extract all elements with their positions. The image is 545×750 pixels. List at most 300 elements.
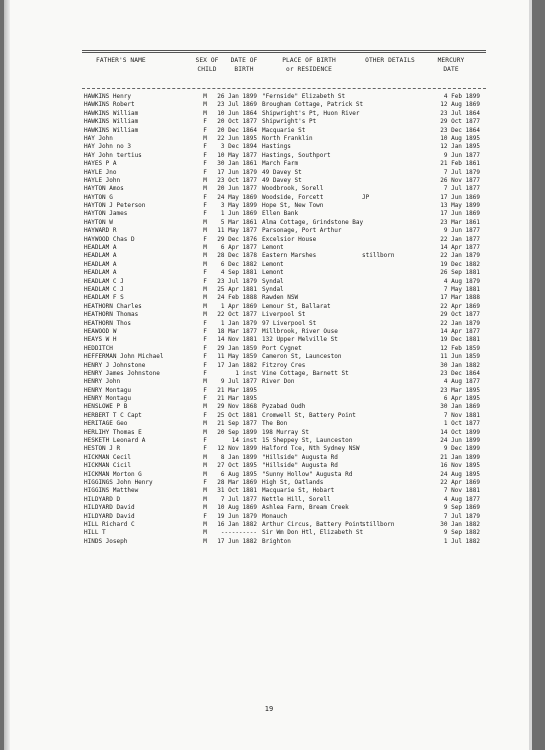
date-of-birth-cell: 6 Dec 1882 — [220, 260, 257, 268]
sex-cell: F — [203, 151, 207, 159]
column-header-date-of-birth: DATE OF BIRTH — [230, 57, 258, 73]
column-header-place-of-birth: PLACE OF BIRTH or RESIDENCE — [282, 57, 336, 73]
date-of-birth-cell: 10 Jun 1864 — [217, 109, 257, 117]
fathers-name-cell: HILL T — [84, 529, 106, 537]
table-row — [4, 378, 532, 386]
fathers-name-cell: HAY John no 3 — [84, 143, 131, 151]
table-row — [4, 336, 532, 344]
sex-cell: M — [203, 134, 207, 142]
sex-cell: M — [203, 487, 207, 495]
date-of-birth-cell: 21 Mar 1895 — [217, 395, 257, 403]
date-of-birth-cell: 25 Apr 1881 — [217, 285, 257, 293]
sex-cell: M — [203, 101, 207, 109]
table-row — [4, 429, 532, 437]
mercury-date-cell: 17 Mar 1888 — [440, 294, 480, 302]
fathers-name-cell: HAYLE Jno — [84, 168, 117, 176]
place-of-birth-cell: Brougham Cottage, Patrick St — [262, 101, 364, 109]
date-of-birth-cell: 29 Jan 1859 — [217, 344, 257, 352]
mercury-date-cell: 22 Jan 1877 — [440, 235, 480, 243]
place-of-birth-cell: 15 Sheppey St, Launceston — [262, 437, 353, 445]
mercury-date-cell: 17 Jun 1869 — [440, 193, 480, 201]
place-of-birth-cell: River Don — [262, 378, 295, 386]
sex-cell: M — [203, 403, 207, 411]
place-of-birth-cell: Excelsior House — [262, 235, 317, 243]
table-row — [4, 143, 532, 151]
table-row — [4, 278, 532, 286]
sex-cell: F — [203, 361, 207, 369]
date-of-birth-cell: 21 Mar 1895 — [217, 386, 257, 394]
column-header-sex-of-child: SEX OF CHILD — [195, 57, 219, 73]
place-of-birth-cell: Rawden NSW — [262, 294, 299, 302]
place-of-birth-cell: "Sunny Hollow" Augusta Rd — [262, 470, 353, 478]
date-of-birth-cell: 11 May 1877 — [217, 227, 257, 235]
fathers-name-cell: HEADLAM A — [84, 244, 117, 252]
sex-cell: F — [203, 478, 207, 486]
place-of-birth-cell: Pyzabad Oudh — [262, 403, 306, 411]
fathers-name-cell: HAYTON Amos — [84, 185, 124, 193]
fathers-name-cell: HERITAGE Geo — [84, 420, 128, 428]
fathers-name-cell: HAYWOOD Chas D — [84, 235, 135, 243]
sex-cell: M — [203, 495, 207, 503]
table-row — [4, 286, 532, 294]
sex-cell: M — [203, 453, 207, 461]
mercury-date-cell: 9 Jun 1877 — [443, 227, 480, 235]
mercury-date-cell: 12 Feb 1859 — [440, 344, 480, 352]
fathers-name-cell: HENRY Montagu — [84, 395, 131, 403]
sex-cell: F — [203, 445, 207, 453]
other-details-cell: stillborn — [362, 252, 395, 260]
sex-cell: M — [203, 185, 207, 193]
table-row — [4, 210, 532, 218]
fathers-name-cell: HAWKINS William — [84, 126, 139, 134]
sex-cell: M — [203, 420, 207, 428]
fathers-name-cell: HILDYARD David — [84, 512, 135, 520]
fathers-name-cell: HINDS Joseph — [84, 537, 128, 545]
table-row — [4, 412, 532, 420]
sex-cell: M — [203, 428, 207, 436]
table-row — [4, 462, 532, 470]
fathers-name-cell: HENSLOWE P B — [84, 403, 128, 411]
sex-cell: F — [203, 269, 207, 277]
sex-cell: F — [203, 437, 207, 445]
date-of-birth-cell: 28 Mar 1869 — [217, 478, 257, 486]
table-row — [4, 362, 532, 370]
mercury-date-cell: 19 Dec 1881 — [440, 336, 480, 344]
date-of-birth-cell: 3 May 1899 — [220, 202, 257, 210]
table-row — [4, 538, 532, 546]
table-row — [4, 387, 532, 395]
column-header-mercury-date: MERCURY DATE — [437, 57, 465, 73]
sex-cell: F — [203, 202, 207, 210]
mercury-date-cell: 29 Oct 1877 — [440, 311, 480, 319]
fathers-name-cell: HEFFERMAN John Michael — [84, 353, 164, 361]
fathers-name-cell: HEAWOOD W — [84, 327, 117, 335]
sex-cell: M — [203, 176, 207, 184]
mercury-date-cell: 10 Aug 1895 — [440, 134, 480, 142]
date-of-birth-cell: 11 May 1859 — [217, 353, 257, 361]
table-row — [4, 135, 532, 143]
place-of-birth-cell: Hope St, New Town — [262, 202, 324, 210]
header-rule-top — [82, 50, 486, 51]
sex-cell: M — [203, 462, 207, 470]
sex-cell: F — [203, 210, 207, 218]
table-row — [4, 529, 532, 537]
table-row — [4, 219, 532, 227]
table-row — [4, 160, 532, 168]
table-row — [4, 244, 532, 252]
header-rule-bottom — [82, 88, 486, 89]
mercury-date-cell: 24 Jun 1899 — [440, 437, 480, 445]
date-of-birth-cell: 14 Nov 1881 — [217, 336, 257, 344]
fathers-name-cell: HIGGINS Matthew — [84, 487, 139, 495]
place-of-birth-cell: Shipwright's Pt, Huon River — [262, 109, 360, 117]
fathers-name-cell: HICKMAN Cecil — [84, 453, 131, 461]
mercury-date-cell: 7 Jul 1879 — [443, 512, 480, 520]
place-of-birth-cell: Nettle Hill, Sorell — [262, 495, 331, 503]
date-of-birth-cell: 28 Dec 1878 — [217, 252, 257, 260]
fathers-name-cell: HAWKINS William — [84, 109, 139, 117]
sex-cell: M — [203, 260, 207, 268]
place-of-birth-cell: Syndal — [262, 277, 284, 285]
date-of-birth-cell: 29 Nov 1868 — [217, 403, 257, 411]
mercury-date-cell: 30 Jan 1882 — [440, 361, 480, 369]
place-of-birth-cell: Macquarie St — [262, 126, 306, 134]
fathers-name-cell: HAYES P A — [84, 160, 117, 168]
fathers-name-cell: HEADLAM F S — [84, 294, 124, 302]
table-row — [4, 93, 532, 101]
fathers-name-cell: HENRY James Johnstone — [84, 369, 160, 377]
place-of-birth-cell: Lemont — [262, 244, 284, 252]
table-row — [4, 345, 532, 353]
fathers-name-cell: HAYTON W — [84, 218, 113, 226]
table-row — [4, 303, 532, 311]
sex-cell: F — [203, 143, 207, 151]
place-of-birth-cell: Fitzroy Cres — [262, 361, 306, 369]
place-of-birth-cell: North Franklin — [262, 134, 313, 142]
date-of-birth-cell: 14 inst — [231, 437, 257, 445]
fathers-name-cell: HILDYARD D — [84, 495, 121, 503]
mercury-date-cell: 23 Dec 1864 — [440, 126, 480, 134]
table-row — [4, 504, 532, 512]
sex-cell: M — [203, 93, 207, 100]
mercury-date-cell: 4 Aug 1877 — [443, 495, 480, 503]
date-of-birth-cell: 29 Dec 1876 — [217, 235, 257, 243]
date-of-birth-cell: 16 Jan 1882 — [217, 520, 257, 528]
fathers-name-cell: HAYLE John — [84, 176, 121, 184]
mercury-date-cell: 11 Jun 1859 — [440, 353, 480, 361]
mercury-date-cell: 12 Aug 1869 — [440, 101, 480, 109]
table-row — [4, 320, 532, 328]
date-of-birth-cell: 7 Jul 1877 — [220, 495, 257, 503]
sex-cell: F — [203, 168, 207, 176]
sex-cell: F — [203, 277, 207, 285]
sex-cell: F — [203, 386, 207, 394]
table-row — [4, 487, 532, 495]
fathers-name-cell: HAYTON G — [84, 193, 113, 201]
place-of-birth-cell: Monauch — [262, 512, 288, 520]
sex-cell: M — [203, 302, 207, 310]
table-row — [4, 395, 532, 403]
place-of-birth-cell: Shipwright's Pt — [262, 118, 317, 126]
place-of-birth-cell: Sir Wm Don Htl, Elizabeth St — [262, 529, 364, 537]
place-of-birth-cell: Ellen Bank — [262, 210, 299, 218]
date-of-birth-cell: 4 Sep 1881 — [220, 269, 257, 277]
mercury-date-cell: 23 Dec 1864 — [440, 369, 480, 377]
table-row — [4, 353, 532, 361]
mercury-date-cell: 21 Jan 1899 — [440, 453, 480, 461]
sex-cell: M — [203, 252, 207, 260]
date-of-birth-cell: 6 Aug 1895 — [220, 470, 257, 478]
date-of-birth-cell: 23 Oct 1877 — [217, 176, 257, 184]
table-row — [4, 169, 532, 177]
mercury-date-cell: 1 Jul 1882 — [443, 537, 480, 545]
place-of-birth-cell: Parsonage, Port Arthur — [262, 227, 342, 235]
fathers-name-cell: HAYTON J Peterson — [84, 202, 146, 210]
mercury-date-cell: 22 Apr 1869 — [440, 302, 480, 310]
mercury-date-cell: 26 Sep 1881 — [440, 269, 480, 277]
place-of-birth-cell: 49 Davey St — [262, 176, 302, 184]
date-of-birth-cell: 9 Jul 1877 — [220, 378, 257, 386]
other-details-cell: stillborn — [362, 520, 395, 528]
mercury-date-cell: 21 Feb 1861 — [440, 160, 480, 168]
date-of-birth-cell: 12 Nov 1899 — [217, 445, 257, 453]
fathers-name-cell: HEADLAM C J — [84, 277, 124, 285]
column-header-other-details: OTHER DETAILS — [365, 57, 415, 64]
column-header-fathers-name: FATHER'S NAME — [96, 57, 146, 64]
fathers-name-cell: HENRY John — [84, 378, 121, 386]
fathers-name-cell: HERLIHY Thomas E — [84, 428, 142, 436]
date-of-birth-cell: 18 Mar 1877 — [217, 327, 257, 335]
mercury-date-cell: 9 Sep 1869 — [443, 504, 480, 512]
table-row — [4, 236, 532, 244]
date-of-birth-cell: 10 Aug 1869 — [217, 504, 257, 512]
place-of-birth-cell: Port Cygnet — [262, 344, 302, 352]
mercury-date-cell: 17 Jun 1869 — [440, 210, 480, 218]
fathers-name-cell: HEADLAM C J — [84, 285, 124, 293]
mercury-date-cell: 19 Dec 1882 — [440, 260, 480, 268]
sex-cell: F — [203, 319, 207, 327]
date-of-birth-cell: 17 Jun 1879 — [217, 168, 257, 176]
date-of-birth-cell: 8 Jan 1899 — [220, 453, 257, 461]
fathers-name-cell: HAWKINS Henry — [84, 93, 131, 100]
table-row — [4, 437, 532, 445]
fathers-name-cell: HAWKINS Robert — [84, 101, 135, 109]
date-of-birth-cell: ---------- — [220, 529, 257, 537]
fathers-name-cell: HENRY J Johnstone — [84, 361, 146, 369]
mercury-date-cell: 22 Jan 1879 — [440, 319, 480, 327]
mercury-date-cell: 4 Aug 1877 — [443, 378, 480, 386]
date-of-birth-cell: 17 Jan 1882 — [217, 361, 257, 369]
fathers-name-cell: HAYTON James — [84, 210, 128, 218]
mercury-date-cell: 4 Feb 1899 — [443, 93, 480, 100]
date-of-birth-cell: 22 Oct 1877 — [217, 311, 257, 319]
mercury-date-cell: 7 Nov 1881 — [443, 487, 480, 495]
mercury-date-cell: 16 Nov 1895 — [440, 462, 480, 470]
table-row — [4, 101, 532, 109]
date-of-birth-cell: 19 Jun 1879 — [217, 512, 257, 520]
table-row — [4, 185, 532, 193]
sex-cell: F — [203, 395, 207, 403]
mercury-date-cell: 30 Jan 1869 — [440, 403, 480, 411]
place-of-birth-cell: March Farm — [262, 160, 299, 168]
table-row — [4, 118, 532, 126]
fathers-name-cell: HEADLAM A — [84, 269, 117, 277]
table-row — [4, 152, 532, 160]
table-row — [4, 252, 532, 260]
date-of-birth-cell: 1 Jun 1869 — [220, 210, 257, 218]
fathers-name-cell: HAY John — [84, 134, 113, 142]
place-of-birth-cell: Liverpool St — [262, 311, 306, 319]
mercury-date-cell: 23 Mar 1861 — [440, 218, 480, 226]
fathers-name-cell: HEAYS W H — [84, 336, 117, 344]
fathers-name-cell: HESKETH Leonard A — [84, 437, 146, 445]
date-of-birth-cell: 23 Jul 1869 — [217, 101, 257, 109]
table-row — [4, 269, 532, 277]
table-row — [4, 202, 532, 210]
fathers-name-cell: HEADLAM A — [84, 252, 117, 260]
mercury-date-cell: 12 Jan 1895 — [440, 143, 480, 151]
table-row — [4, 479, 532, 487]
table-row — [4, 454, 532, 462]
sex-cell: F — [203, 193, 207, 201]
place-of-birth-cell: 97 Liverpool St — [262, 319, 317, 327]
mercury-date-cell: 14 Oct 1899 — [440, 428, 480, 436]
sex-cell: F — [203, 353, 207, 361]
table-row — [4, 521, 532, 529]
place-of-birth-cell: Lemour St, Ballarat — [262, 302, 331, 310]
place-of-birth-cell: Vine Cottage, Barnett St — [262, 369, 349, 377]
date-of-birth-cell: 24 Feb 1888 — [217, 294, 257, 302]
date-of-birth-cell: 1 Jan 1879 — [220, 319, 257, 327]
table-row — [4, 496, 532, 504]
place-of-birth-cell: 198 Murray St — [262, 428, 309, 436]
date-of-birth-cell: 20 Sep 1899 — [217, 428, 257, 436]
place-of-birth-cell: Eastern Marshes — [262, 252, 317, 260]
sex-cell: M — [203, 537, 207, 545]
table-row — [4, 177, 532, 185]
sex-cell: F — [203, 512, 207, 520]
place-of-birth-cell: The Bon — [262, 420, 288, 428]
date-of-birth-cell: 10 May 1877 — [217, 151, 257, 159]
sex-cell: M — [203, 504, 207, 512]
mercury-date-cell: 7 Jul 1879 — [443, 168, 480, 176]
date-of-birth-cell: 5 Mar 1861 — [220, 218, 257, 226]
place-of-birth-cell: Cameron St, Launceston — [262, 353, 342, 361]
table-row — [4, 513, 532, 521]
sex-cell: M — [203, 227, 207, 235]
date-of-birth-cell: 1 inst — [235, 369, 257, 377]
sex-cell: F — [203, 336, 207, 344]
page-number: 19 — [264, 705, 274, 713]
sex-cell: M — [203, 218, 207, 226]
place-of-birth-cell: Halford Tce, Nth Sydney NSW — [262, 445, 360, 453]
sex-cell: F — [203, 118, 207, 126]
date-of-birth-cell: 26 Jan 1899 — [217, 93, 257, 100]
fathers-name-cell: HAWKINS William — [84, 118, 139, 126]
sex-cell: M — [203, 244, 207, 252]
place-of-birth-cell: 132 Upper Melville St — [262, 336, 338, 344]
date-of-birth-cell: 21 Sep 1877 — [217, 420, 257, 428]
date-of-birth-cell: 23 Jul 1879 — [217, 277, 257, 285]
table-row — [4, 328, 532, 336]
fathers-name-cell: HENRY Montagu — [84, 386, 131, 394]
mercury-date-cell: 22 Jan 1879 — [440, 252, 480, 260]
fathers-name-cell: HIGGINGS John Henry — [84, 478, 153, 486]
date-of-birth-cell: 25 Oct 1881 — [217, 411, 257, 419]
date-of-birth-cell: 31 Oct 1881 — [217, 487, 257, 495]
fathers-name-cell: HEDDITCH — [84, 344, 113, 352]
date-of-birth-cell: 20 Dec 1864 — [217, 126, 257, 134]
sex-cell: F — [203, 344, 207, 352]
date-of-birth-cell: 24 May 1869 — [217, 193, 257, 201]
table-row — [4, 370, 532, 378]
sex-cell: M — [203, 109, 207, 117]
mercury-date-cell: 9 Dec 1899 — [443, 445, 480, 453]
other-details-cell: JP — [362, 193, 370, 201]
fathers-name-cell: HEADLAM A — [84, 260, 117, 268]
table-row — [4, 311, 532, 319]
mercury-date-cell: 7 Nov 1881 — [443, 411, 480, 419]
mercury-date-cell: 14 Apr 1877 — [440, 244, 480, 252]
place-of-birth-cell: Hastings, Southport — [262, 151, 331, 159]
place-of-birth-cell: Macquarie St, Hobart — [262, 487, 335, 495]
place-of-birth-cell: Lemont — [262, 269, 284, 277]
place-of-birth-cell: Millbrook, River Ouse — [262, 327, 338, 335]
mercury-date-cell: 29 Oct 1877 — [440, 118, 480, 126]
place-of-birth-cell: "Fernside" Elizabeth St — [262, 93, 346, 100]
mercury-date-cell: 7 Jul 1877 — [443, 185, 480, 193]
sex-cell: M — [203, 470, 207, 478]
table-row — [4, 471, 532, 479]
fathers-name-cell: HEATHORN Thos — [84, 319, 131, 327]
date-of-birth-cell: 1 Apr 1869 — [220, 302, 257, 310]
sex-cell: M — [203, 529, 207, 537]
sex-cell: F — [203, 160, 207, 168]
place-of-birth-cell: Cromwell St, Battery Point — [262, 411, 356, 419]
mercury-date-cell: 7 May 1881 — [443, 285, 480, 293]
sex-cell: F — [203, 327, 207, 335]
fathers-name-cell: HERBERT T C Capt — [84, 411, 142, 419]
place-of-birth-cell: 49 Davey St — [262, 168, 302, 176]
sex-cell: F — [203, 369, 207, 377]
date-of-birth-cell: 3 Dec 1894 — [220, 143, 257, 151]
table-row — [4, 194, 532, 202]
mercury-date-cell: 23 Jul 1864 — [440, 109, 480, 117]
table-row — [4, 403, 532, 411]
fathers-name-cell: HAYWARD R — [84, 227, 117, 235]
mercury-date-cell: 26 Nov 1877 — [440, 176, 480, 184]
mercury-date-cell: 22 Apr 1869 — [440, 478, 480, 486]
fathers-name-cell: HICKMAN Cicil — [84, 462, 131, 470]
date-of-birth-cell: 17 Jun 1882 — [217, 537, 257, 545]
table-row — [4, 445, 532, 453]
date-of-birth-cell: 22 Jun 1895 — [217, 134, 257, 142]
sex-cell: M — [203, 311, 207, 319]
table-row — [4, 127, 532, 135]
fathers-name-cell: HESTON J R — [84, 445, 121, 453]
sex-cell: F — [203, 126, 207, 134]
place-of-birth-cell: Woodbrook, Sorell — [262, 185, 324, 193]
place-of-birth-cell: "Hillside" Augusta Rd — [262, 462, 338, 470]
mercury-date-cell: 13 May 1899 — [440, 202, 480, 210]
date-of-birth-cell: 6 Apr 1877 — [220, 244, 257, 252]
fathers-name-cell: HILDYARD David — [84, 504, 135, 512]
date-of-birth-cell: 20 Jun 1877 — [217, 185, 257, 193]
fathers-name-cell: HILL Richard C — [84, 520, 135, 528]
place-of-birth-cell: Hastings — [262, 143, 291, 151]
table-row — [4, 294, 532, 302]
place-of-birth-cell: High St, Oatlands — [262, 478, 324, 486]
